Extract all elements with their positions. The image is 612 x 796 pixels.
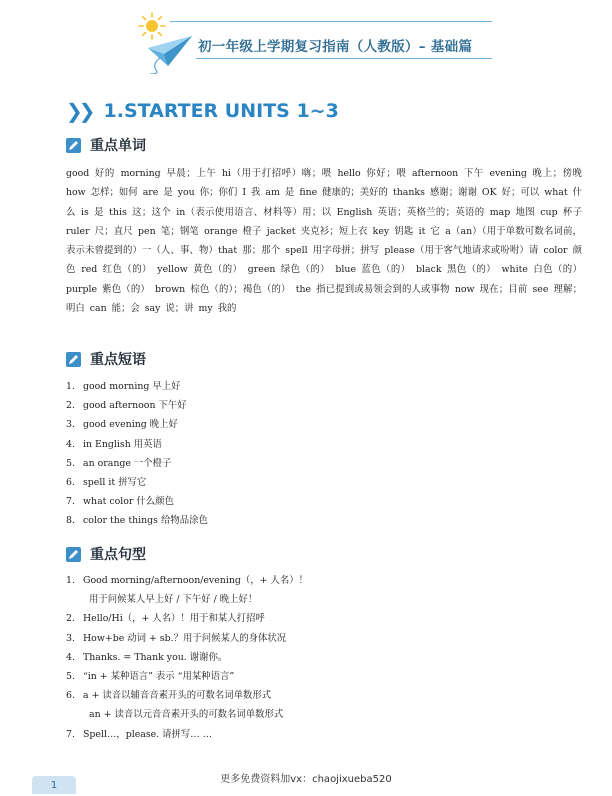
list-item (66, 667, 308, 686)
list-text: Spell…，please. 请拼写… … (83, 728, 213, 740)
list-number: 8. (66, 515, 75, 527)
phrases-list (66, 377, 208, 531)
header-title: 初一年级上学期复习指南（人教版）– 基础篇 (198, 39, 473, 55)
list-number: 4. (66, 651, 75, 663)
vocab-paragraph: good 好的 morning 早晨；上午 hi（用于打招呼）嗨；喂 hello 你好；喂 afternoon 下午 evening 晚上；傍晚 how 怎样；如何 are 是 you 你；你们 I 我 am 是 fine 健康的；美好的 thanks 感谢；谢谢 OK 好；可以 what 什么 is 是 this 这；这个 in（表示使用语言、材料等）用；以 English 英语；英格兰的；英语的 map 地图 cup 杯子 ruler 尺；直尺 pen 笔；钢笔 orange 橙子 jacket 夹克衫；短上衣 key 钥匙 it 它 a（an）（用于单数可数名词前，表示未曾提到的）一（人、事、物）that 那；那个 spell 用字母拼；拼写 please（用于客气地请求或吩咐）请 color 颜色 red 红色（的） yellow 黄色（的） green 绿色（的） blue 蓝色（的） black 黑色（的） white 白色（的） purple 紫色（的） brown 棕色（的）；褐色（的） the 指已提到或易领会到的人或事物 now 现在；目前 see 理解；明白 can 能；会 say 说；讲 my 我的 (66, 168, 582, 315)
section-heading (66, 97, 339, 125)
list-text: spell it 拼写它 (83, 476, 147, 488)
list-text: Hello/Hi（，+ 人名）！用于和某人打招呼 (83, 613, 265, 625)
list-item (66, 377, 208, 396)
list-item (66, 725, 308, 744)
list-item (66, 571, 308, 590)
list-number: 3. (66, 632, 75, 644)
list-item (66, 415, 208, 434)
list-number: 4. (66, 438, 75, 450)
sentences-list (66, 571, 308, 744)
sentences-heading-text: 重点句型 (90, 547, 146, 563)
header-line-top (170, 21, 492, 22)
section-title: 1.STARTER UNITS 1~3 (103, 100, 339, 122)
list-item (66, 435, 208, 454)
paper-plane-icon (146, 30, 196, 78)
list-number: 6. (66, 690, 75, 702)
list-text: an orange 一个橙子 (83, 457, 172, 469)
words-heading-text: 重点单词 (90, 138, 146, 154)
list-item (66, 609, 308, 628)
list-number: 5. (66, 670, 75, 682)
list-text: good afternoon 下午好 (83, 400, 187, 412)
list-item (66, 454, 208, 473)
list-item (66, 686, 308, 705)
pencil-icon (66, 547, 81, 562)
list-number: 7. (66, 728, 75, 740)
page-number-tab: 1 (32, 776, 76, 794)
phrases-heading (66, 349, 146, 369)
list-text: a + 读音以辅音音素开头的可数名词单数形式 (83, 690, 272, 702)
sentences-heading (66, 544, 146, 564)
list-item (66, 492, 208, 511)
footer-text: 更多免费资料加vx：chaojixueba520 (220, 774, 392, 785)
list-item (66, 511, 208, 530)
list-item (66, 473, 208, 492)
list-item (66, 629, 308, 648)
list-subtext: 用于问候某人早上好 / 下午好 / 晚上好！ (89, 594, 258, 606)
list-number: 3. (66, 419, 75, 431)
list-text: what color 什么颜色 (83, 496, 174, 508)
list-subtext: an + 读音以元音音素开头的可数名词单数形式 (89, 709, 284, 721)
list-text: good evening 晚上好 (83, 419, 178, 431)
list-number: 1. (66, 575, 75, 586)
list-text: good morning 早上好 (83, 381, 181, 392)
list-number: 2. (66, 613, 75, 625)
list-item-sub (66, 590, 308, 609)
pencil-icon (66, 138, 81, 153)
list-number: 6. (66, 476, 75, 488)
words-heading (66, 135, 146, 155)
double-chevron-icon: ❯❯ (66, 99, 92, 123)
phrases-heading-text: 重点短语 (90, 352, 146, 368)
list-number: 7. (66, 496, 75, 508)
list-text: in English 用英语 (83, 438, 162, 450)
list-item (66, 396, 208, 415)
list-text: “in + 某种语言” 表示 “用某种语言” (83, 670, 235, 682)
header-line-bottom (196, 58, 492, 59)
list-text: Thanks. = Thank you. 谢谢你。 (83, 651, 228, 663)
list-number: 1. (66, 381, 75, 392)
list-number: 2. (66, 400, 75, 412)
list-text: Good morning/afternoon/evening（，+ 人名）！ (83, 575, 308, 586)
list-number: 5. (66, 457, 75, 469)
pencil-icon (66, 352, 81, 367)
list-text: color the things 给物品涂色 (83, 515, 208, 527)
list-item-sub (66, 705, 308, 724)
list-item (66, 648, 308, 667)
list-text: How+be 动词 + sb.？用于问候某人的身体状况 (83, 632, 287, 644)
